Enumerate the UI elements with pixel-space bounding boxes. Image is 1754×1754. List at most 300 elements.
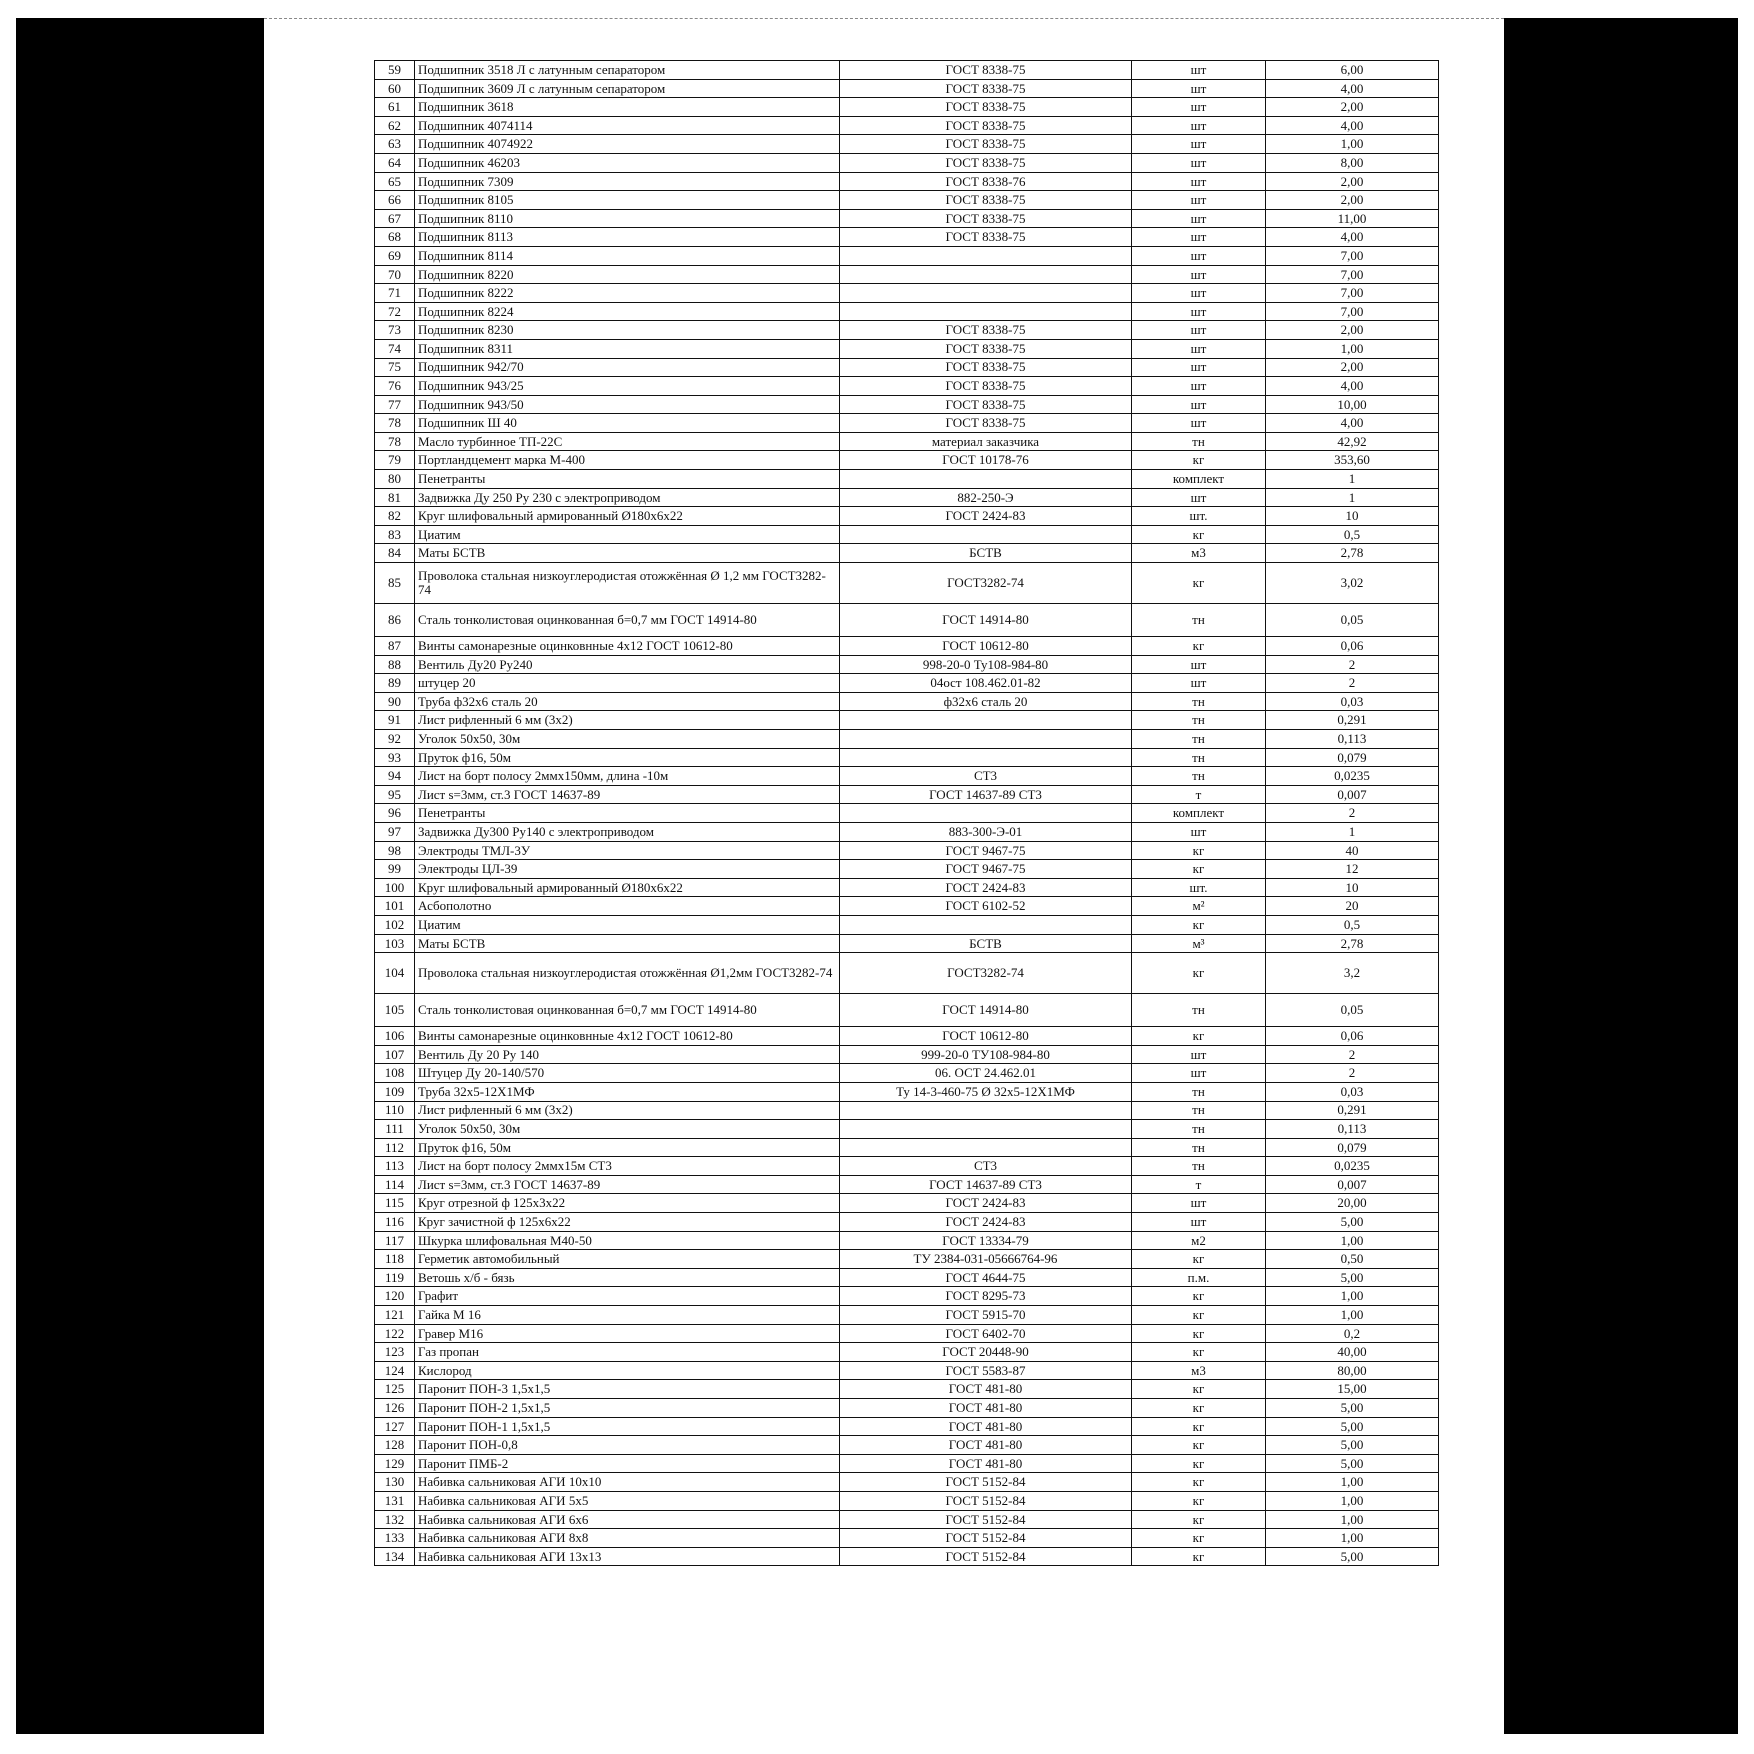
item-unit: шт	[1132, 135, 1266, 154]
item-standard	[840, 525, 1132, 544]
item-unit: шт	[1132, 209, 1266, 228]
item-name: Подшипник 3518 Л с латунным сепаратором	[415, 61, 840, 80]
row-number: 105	[375, 994, 415, 1027]
table-row	[375, 507, 1439, 526]
item-unit: тн	[1132, 432, 1266, 451]
row-number: 101	[375, 897, 415, 916]
table-row	[375, 191, 1439, 210]
item-unit: п.м.	[1132, 1268, 1266, 1287]
item-quantity: 7,00	[1266, 246, 1439, 265]
row-number: 110	[375, 1101, 415, 1120]
item-standard	[840, 748, 1132, 767]
row-number: 127	[375, 1417, 415, 1436]
table-row	[375, 432, 1439, 451]
item-name: Лист рифленный 6 мм (3х2)	[415, 711, 840, 730]
row-number: 61	[375, 98, 415, 117]
item-standard: ГОСТ 5152-84	[840, 1473, 1132, 1492]
item-standard: 883-300-Э-01	[840, 822, 1132, 841]
item-name: Вентиль Ду20 Ру240	[415, 655, 840, 674]
row-number: 126	[375, 1399, 415, 1418]
item-name: Задвижка Ду300 Ру140 с электроприводом	[415, 822, 840, 841]
item-name: Проволока стальная низкоуглеродистая отожжённая Ø 1,2 мм ГОСТ3282-74	[415, 563, 840, 604]
row-number: 92	[375, 730, 415, 749]
item-standard: ГОСТ 14637-89 СТ3	[840, 1175, 1132, 1194]
item-quantity: 2	[1266, 655, 1439, 674]
row-number: 99	[375, 860, 415, 879]
item-unit: тн	[1132, 711, 1266, 730]
item-unit: тн	[1132, 604, 1266, 637]
item-unit: шт	[1132, 265, 1266, 284]
table-row	[375, 785, 1439, 804]
item-standard	[840, 302, 1132, 321]
row-number: 108	[375, 1064, 415, 1083]
row-number: 103	[375, 934, 415, 953]
item-standard: 882-250-Э	[840, 488, 1132, 507]
item-unit: шт	[1132, 655, 1266, 674]
item-standard: ГОСТ 5152-84	[840, 1510, 1132, 1529]
item-unit: кг	[1132, 1436, 1266, 1455]
item-name: Подшипник 8224	[415, 302, 840, 321]
item-name: Циатим	[415, 915, 840, 934]
table-row	[375, 1194, 1439, 1213]
item-quantity: 0,079	[1266, 748, 1439, 767]
item-standard: ГОСТ 8338-75	[840, 321, 1132, 340]
table-row	[375, 767, 1439, 786]
table-row	[375, 953, 1439, 994]
item-name: Портландцемент марка М-400	[415, 451, 840, 470]
table-row	[375, 451, 1439, 470]
item-standard	[840, 804, 1132, 823]
item-unit: шт	[1132, 79, 1266, 98]
item-unit: шт	[1132, 153, 1266, 172]
row-number: 70	[375, 265, 415, 284]
item-quantity: 80,00	[1266, 1361, 1439, 1380]
row-number: 69	[375, 246, 415, 265]
row-number: 96	[375, 804, 415, 823]
item-standard: ГОСТ 481-80	[840, 1454, 1132, 1473]
row-number: 59	[375, 61, 415, 80]
item-standard: ГОСТ 9467-75	[840, 860, 1132, 879]
row-number: 65	[375, 172, 415, 191]
row-number: 107	[375, 1045, 415, 1064]
item-quantity: 1,00	[1266, 1287, 1439, 1306]
item-name: Подшипник 8113	[415, 228, 840, 247]
item-quantity: 0,113	[1266, 1120, 1439, 1139]
item-name: Подшипник 4074114	[415, 116, 840, 135]
item-quantity: 12	[1266, 860, 1439, 879]
row-number: 121	[375, 1306, 415, 1325]
table-row	[375, 1101, 1439, 1120]
item-quantity: 0,0235	[1266, 1157, 1439, 1176]
item-unit: шт	[1132, 339, 1266, 358]
item-unit: тн	[1132, 692, 1266, 711]
item-unit: шт	[1132, 488, 1266, 507]
table-row	[375, 1287, 1439, 1306]
item-unit: кг	[1132, 637, 1266, 656]
item-standard: ГОСТ 8338-75	[840, 377, 1132, 396]
row-number: 117	[375, 1231, 415, 1250]
item-unit: шт	[1132, 377, 1266, 396]
item-name: Паронит ПОН-3 1,5х1,5	[415, 1380, 840, 1399]
row-number: 104	[375, 953, 415, 994]
item-standard: БСТВ	[840, 544, 1132, 563]
item-name: Подшипник 8230	[415, 321, 840, 340]
item-quantity: 7,00	[1266, 302, 1439, 321]
table-row	[375, 1213, 1439, 1232]
item-name: Набивка сальниковая АГИ 5х5	[415, 1491, 840, 1510]
row-number: 129	[375, 1454, 415, 1473]
item-quantity: 1,00	[1266, 1473, 1439, 1492]
item-name: Кислород	[415, 1361, 840, 1380]
row-number: 111	[375, 1120, 415, 1139]
item-unit: кг	[1132, 1417, 1266, 1436]
row-number: 78	[375, 414, 415, 433]
scan-border-right	[1504, 18, 1738, 1734]
table-row	[375, 1138, 1439, 1157]
item-quantity: 7,00	[1266, 265, 1439, 284]
row-number: 109	[375, 1082, 415, 1101]
row-number: 90	[375, 692, 415, 711]
item-standard: ГОСТ 4644-75	[840, 1268, 1132, 1287]
row-number: 84	[375, 544, 415, 563]
item-standard: ГОСТ 8338-75	[840, 339, 1132, 358]
item-standard: ГОСТ 2424-83	[840, 1194, 1132, 1213]
table-row	[375, 470, 1439, 489]
row-number: 63	[375, 135, 415, 154]
table-row	[375, 915, 1439, 934]
item-name: Круг шлифовальный армированный Ø180х6х22	[415, 507, 840, 526]
item-unit: шт.	[1132, 507, 1266, 526]
item-quantity: 2,00	[1266, 98, 1439, 117]
item-name: Графит	[415, 1287, 840, 1306]
item-quantity: 40,00	[1266, 1343, 1439, 1362]
item-standard: ГОСТ 6402-70	[840, 1324, 1132, 1343]
item-quantity: 2	[1266, 1064, 1439, 1083]
item-name: Уголок 50х50, 30м	[415, 730, 840, 749]
item-quantity: 2,78	[1266, 544, 1439, 563]
item-quantity: 5,00	[1266, 1213, 1439, 1232]
item-quantity: 5,00	[1266, 1436, 1439, 1455]
table-row	[375, 1268, 1439, 1287]
item-unit: шт	[1132, 674, 1266, 693]
table-row	[375, 1231, 1439, 1250]
item-quantity: 0,06	[1266, 1027, 1439, 1046]
table-row	[375, 692, 1439, 711]
item-quantity: 2	[1266, 804, 1439, 823]
row-number: 100	[375, 878, 415, 897]
item-quantity: 4,00	[1266, 228, 1439, 247]
row-number: 113	[375, 1157, 415, 1176]
row-number: 124	[375, 1361, 415, 1380]
table-row	[375, 1361, 1439, 1380]
table-row	[375, 1157, 1439, 1176]
item-unit: тн	[1132, 994, 1266, 1027]
table-row	[375, 1454, 1439, 1473]
item-quantity: 4,00	[1266, 79, 1439, 98]
table-row	[375, 488, 1439, 507]
table-row	[375, 1529, 1439, 1548]
item-unit: тн	[1132, 730, 1266, 749]
item-quantity: 2	[1266, 674, 1439, 693]
item-standard: ГОСТ 2424-83	[840, 1213, 1132, 1232]
table-row	[375, 339, 1439, 358]
row-number: 64	[375, 153, 415, 172]
item-quantity: 1,00	[1266, 1491, 1439, 1510]
item-quantity: 5,00	[1266, 1417, 1439, 1436]
item-standard: ГОСТ 8338-75	[840, 414, 1132, 433]
item-unit: кг	[1132, 1380, 1266, 1399]
item-standard: ГОСТ 8338-75	[840, 191, 1132, 210]
item-name: Подшипник 8105	[415, 191, 840, 210]
row-number: 89	[375, 674, 415, 693]
item-standard: ГОСТ 481-80	[840, 1417, 1132, 1436]
item-unit: шт.	[1132, 878, 1266, 897]
row-number: 79	[375, 451, 415, 470]
item-unit: шт	[1132, 302, 1266, 321]
table-row	[375, 1436, 1439, 1455]
item-standard: материал заказчика	[840, 432, 1132, 451]
item-name: Подшипник 46203	[415, 153, 840, 172]
item-standard: ТУ 2384-031-05666764-96	[840, 1250, 1132, 1269]
item-quantity: 6,00	[1266, 61, 1439, 80]
row-number: 77	[375, 395, 415, 414]
row-number: 131	[375, 1491, 415, 1510]
item-quantity: 1,00	[1266, 339, 1439, 358]
item-name: Штуцер Ду 20-140/570	[415, 1064, 840, 1083]
table-row	[375, 897, 1439, 916]
item-name: Набивка сальниковая АГИ 8х8	[415, 1529, 840, 1548]
item-name: Подшипник 8220	[415, 265, 840, 284]
table-row	[375, 98, 1439, 117]
item-quantity: 0,05	[1266, 604, 1439, 637]
item-unit: т	[1132, 785, 1266, 804]
item-quantity: 2,00	[1266, 358, 1439, 377]
table-row	[375, 1064, 1439, 1083]
item-name: Подшипник Ш 40	[415, 414, 840, 433]
item-name: Пенетранты	[415, 804, 840, 823]
table-row	[375, 1547, 1439, 1566]
item-name: Паронит ПОН-1 1,5х1,5	[415, 1417, 840, 1436]
row-number: 87	[375, 637, 415, 656]
item-name: Подшипник 943/25	[415, 377, 840, 396]
item-name: Газ пропан	[415, 1343, 840, 1362]
item-standard: ГОСТ 5915-70	[840, 1306, 1132, 1325]
row-number: 91	[375, 711, 415, 730]
row-number: 132	[375, 1510, 415, 1529]
item-standard: ГОСТ 8338-75	[840, 153, 1132, 172]
item-standard	[840, 265, 1132, 284]
item-standard: 998-20-0 Ту108-984-80	[840, 655, 1132, 674]
item-standard: ГОСТ 14914-80	[840, 604, 1132, 637]
item-name: Набивка сальниковая АГИ 13х13	[415, 1547, 840, 1566]
row-number: 128	[375, 1436, 415, 1455]
item-standard	[840, 284, 1132, 303]
item-standard: ГОСТ 5152-84	[840, 1547, 1132, 1566]
item-name: Подшипник 4074922	[415, 135, 840, 154]
item-quantity: 0,03	[1266, 692, 1439, 711]
item-name: штуцер 20	[415, 674, 840, 693]
item-unit: шт	[1132, 414, 1266, 433]
row-number: 120	[375, 1287, 415, 1306]
item-standard	[840, 246, 1132, 265]
item-standard	[840, 1101, 1132, 1120]
table-row	[375, 711, 1439, 730]
item-unit: комплект	[1132, 804, 1266, 823]
item-name: Паронит ПМБ-2	[415, 1454, 840, 1473]
item-name: Асбополотно	[415, 897, 840, 916]
item-quantity: 40	[1266, 841, 1439, 860]
item-standard: ГОСТ 10612-80	[840, 637, 1132, 656]
row-number: 88	[375, 655, 415, 674]
item-unit: кг	[1132, 525, 1266, 544]
item-name: Лист s=3мм, ст.3 ГОСТ 14637-89	[415, 785, 840, 804]
table-row	[375, 841, 1439, 860]
item-name: Маты БСТВ	[415, 934, 840, 953]
item-quantity: 1	[1266, 822, 1439, 841]
item-name: Пруток ф16, 50м	[415, 748, 840, 767]
item-name: Набивка сальниковая АГИ 10х10	[415, 1473, 840, 1492]
item-name: Ветошь х/б - бязь	[415, 1268, 840, 1287]
item-quantity: 8,00	[1266, 153, 1439, 172]
table-row	[375, 525, 1439, 544]
item-unit: кг	[1132, 1491, 1266, 1510]
item-name: Подшипник 3618	[415, 98, 840, 117]
item-name: Гайка М 16	[415, 1306, 840, 1325]
item-quantity: 1,00	[1266, 135, 1439, 154]
item-unit: кг	[1132, 915, 1266, 934]
item-unit: м3	[1132, 544, 1266, 563]
table-row	[375, 1491, 1439, 1510]
row-number: 82	[375, 507, 415, 526]
item-unit: шт	[1132, 98, 1266, 117]
item-name: Паронит ПОН-2 1,5х1,5	[415, 1399, 840, 1418]
item-quantity: 0,007	[1266, 785, 1439, 804]
item-standard: ГОСТ 8338-75	[840, 98, 1132, 117]
item-quantity: 0,291	[1266, 1101, 1439, 1120]
item-standard: ГОСТ 14914-80	[840, 994, 1132, 1027]
item-name: Лист на борт полосу 2ммх15м СТ3	[415, 1157, 840, 1176]
row-number: 122	[375, 1324, 415, 1343]
item-unit: т	[1132, 1175, 1266, 1194]
item-name: Лист рифленный 6 мм (3х2)	[415, 1101, 840, 1120]
item-quantity: 10,00	[1266, 395, 1439, 414]
row-number: 134	[375, 1547, 415, 1566]
item-unit: м3	[1132, 1361, 1266, 1380]
item-unit: кг	[1132, 1287, 1266, 1306]
table-row	[375, 1399, 1439, 1418]
item-unit: шт	[1132, 172, 1266, 191]
item-quantity: 1,00	[1266, 1510, 1439, 1529]
table-row	[375, 730, 1439, 749]
item-standard	[840, 470, 1132, 489]
item-name: Электроды ТМЛ-3У	[415, 841, 840, 860]
row-number: 95	[375, 785, 415, 804]
item-name: Подшипник 8114	[415, 246, 840, 265]
item-unit: кг	[1132, 1547, 1266, 1566]
item-name: Масло турбинное ТП-22С	[415, 432, 840, 451]
table-row	[375, 153, 1439, 172]
table-row	[375, 321, 1439, 340]
table-row	[375, 655, 1439, 674]
item-standard: ГОСТ 8338-75	[840, 228, 1132, 247]
item-name: Сталь тонколистовая оцинкованная б=0,7 мм ГОСТ 14914-80	[415, 994, 840, 1027]
item-unit: шт	[1132, 1213, 1266, 1232]
item-unit: кг	[1132, 953, 1266, 994]
table-row	[375, 804, 1439, 823]
item-unit: кг	[1132, 1529, 1266, 1548]
table-row	[375, 860, 1439, 879]
item-standard: ГОСТ 5152-84	[840, 1491, 1132, 1510]
item-standard: ГОСТ 8338-75	[840, 79, 1132, 98]
table-row	[375, 604, 1439, 637]
item-unit: м2	[1132, 1231, 1266, 1250]
item-quantity: 0,06	[1266, 637, 1439, 656]
table-row	[375, 246, 1439, 265]
item-standard: Ту 14-3-460-75 Ø 32х5-12Х1МФ	[840, 1082, 1132, 1101]
item-unit: тн	[1132, 767, 1266, 786]
item-unit: тн	[1132, 748, 1266, 767]
row-number: 106	[375, 1027, 415, 1046]
item-quantity: 1,00	[1266, 1529, 1439, 1548]
item-standard: ф32х6 сталь 20	[840, 692, 1132, 711]
table-row	[375, 116, 1439, 135]
table-row	[375, 135, 1439, 154]
item-standard	[840, 1120, 1132, 1139]
item-quantity: 7,00	[1266, 284, 1439, 303]
table-row	[375, 748, 1439, 767]
item-unit: кг	[1132, 1027, 1266, 1046]
item-name: Маты БСТВ	[415, 544, 840, 563]
materials-table	[374, 60, 1439, 1566]
item-unit: тн	[1132, 1138, 1266, 1157]
item-unit: кг	[1132, 1399, 1266, 1418]
row-number: 116	[375, 1213, 415, 1232]
item-name: Сталь тонколистовая оцинкованная б=0,7 мм ГОСТ 14914-80	[415, 604, 840, 637]
item-quantity: 5,00	[1266, 1547, 1439, 1566]
table-row	[375, 265, 1439, 284]
item-quantity: 20,00	[1266, 1194, 1439, 1213]
table-row	[375, 1250, 1439, 1269]
item-standard: 04ост 108.462.01-82	[840, 674, 1132, 693]
item-quantity: 15,00	[1266, 1380, 1439, 1399]
item-unit: тн	[1132, 1120, 1266, 1139]
item-name: Подшипник 8110	[415, 209, 840, 228]
item-standard: ГОСТ 5583-87	[840, 1361, 1132, 1380]
item-name: Паронит ПОН-0,8	[415, 1436, 840, 1455]
item-unit: шт	[1132, 1064, 1266, 1083]
item-unit: м³	[1132, 934, 1266, 953]
item-standard: ГОСТ 13334-79	[840, 1231, 1132, 1250]
item-standard: ГОСТ 8338-75	[840, 358, 1132, 377]
item-standard: ГОСТ 8338-75	[840, 135, 1132, 154]
item-quantity: 0,03	[1266, 1082, 1439, 1101]
item-standard: ГОСТ 10612-80	[840, 1027, 1132, 1046]
item-standard: ГОСТ 2424-83	[840, 507, 1132, 526]
item-name: Герметик автомобильный	[415, 1250, 840, 1269]
item-quantity: 0,5	[1266, 915, 1439, 934]
table-row	[375, 563, 1439, 604]
item-name: Шкурка шлифовальная М40-50	[415, 1231, 840, 1250]
row-number: 78	[375, 432, 415, 451]
item-unit: тн	[1132, 1082, 1266, 1101]
row-number: 81	[375, 488, 415, 507]
table-row	[375, 674, 1439, 693]
item-name: Пруток ф16, 50м	[415, 1138, 840, 1157]
row-number: 73	[375, 321, 415, 340]
item-standard: БСТВ	[840, 934, 1132, 953]
item-name: Винты самонарезные оцинковнные 4х12 ГОСТ 10612-80	[415, 637, 840, 656]
item-standard: ГОСТ 9467-75	[840, 841, 1132, 860]
